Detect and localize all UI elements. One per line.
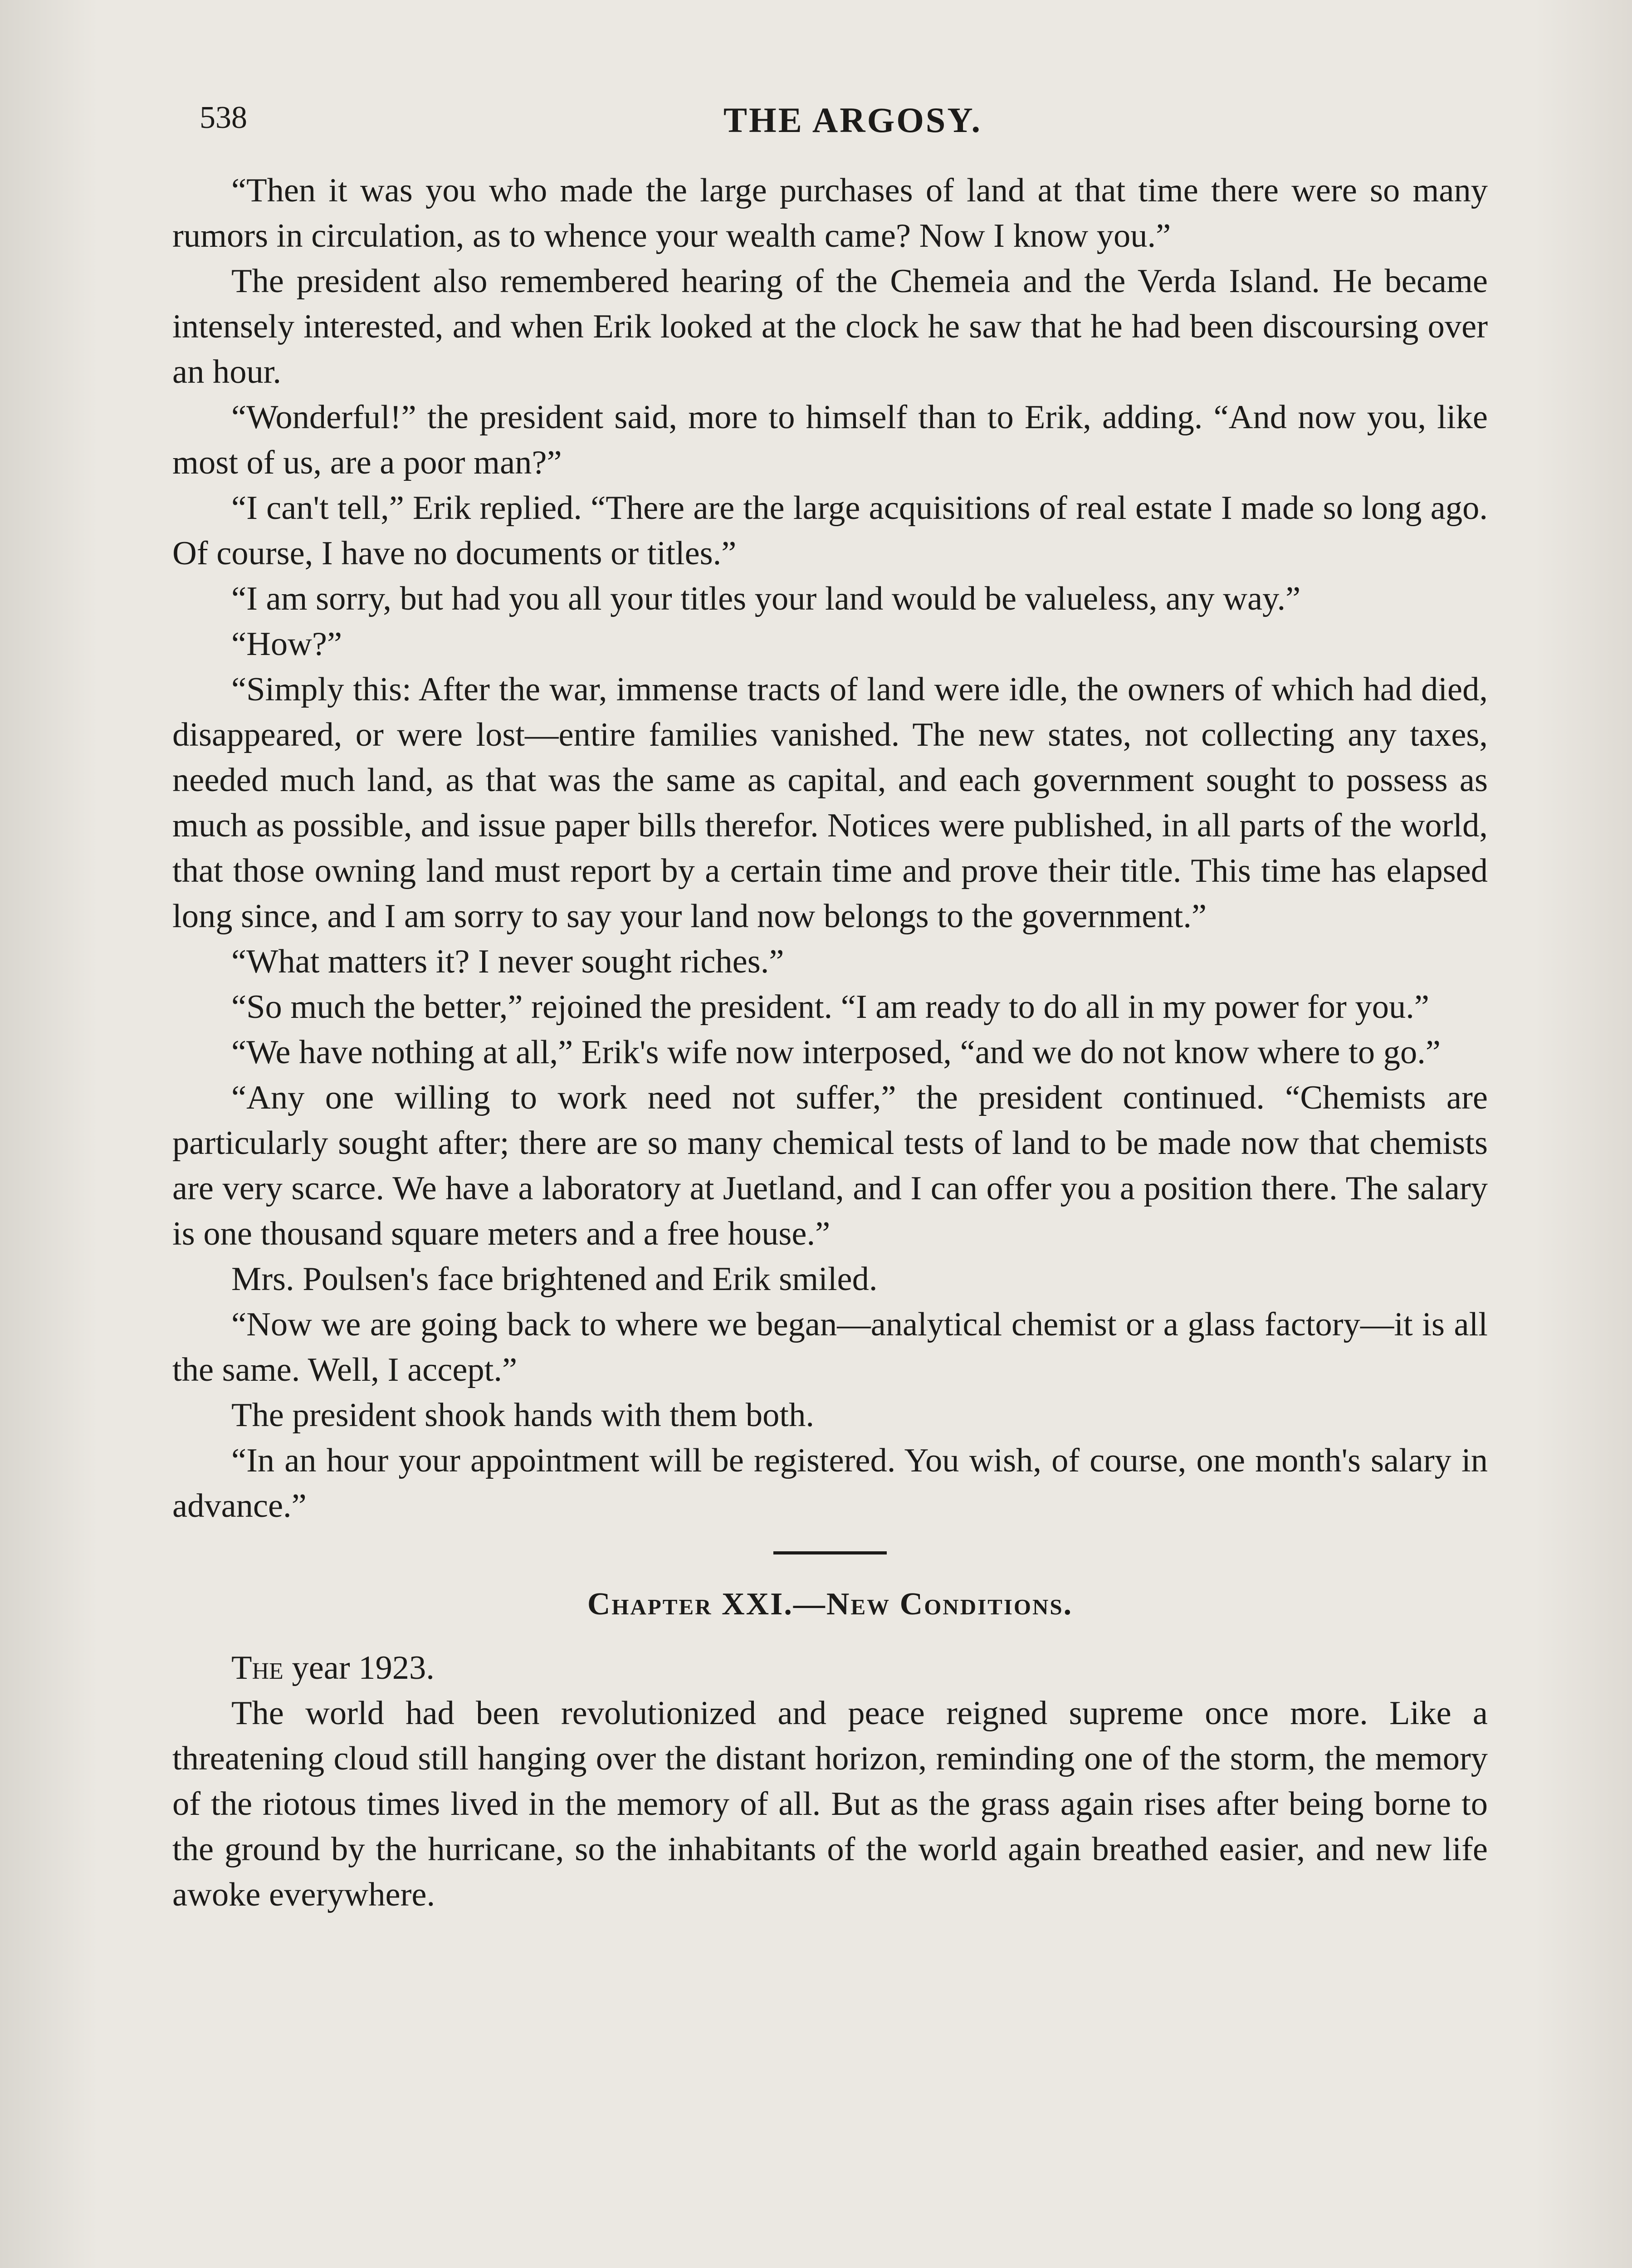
paragraph: “I am sorry, but had you all your titles your land would be valueless, any way.”	[231, 580, 1301, 617]
paragraph: “Now we are going back to where we began—analytical chemist or a glass factory—it is all the same. Well, I accept.”	[172, 1306, 1488, 1388]
paragraph: “In an hour your appointment will be registered. You wish, of course, one month's salary in advance.”	[172, 1442, 1488, 1525]
paragraph: The world had been revolutionized and peace reigned supreme once more. Like a threatening cloud still hanging over the distant horizon, reminding one of the storm, the memory of the riotous times lived in the memory of all. But as the grass again rises after being borne to the ground by the hurricane, so the inhabitants of the world again breathed easier, and new life awoke everywhere.	[172, 1695, 1488, 1913]
paragraph: Mrs. Poulsen's face brightened and Erik smiled.	[231, 1261, 878, 1298]
section-divider	[773, 1551, 887, 1554]
page-number: 538	[200, 100, 247, 135]
page-header	[200, 91, 1506, 141]
chapter-opening-line	[172, 1645, 1488, 1691]
paragraph: “How?”	[231, 626, 342, 663]
paragraph: The president shook hands with them both.	[231, 1397, 814, 1434]
paragraph: “Wonderful!” the president said, more to himself than to Erik, adding. “And now you, like most of us, are a poor man?”	[172, 399, 1488, 481]
paragraph: “What matters it? I never sought riches.”	[231, 943, 784, 980]
paragraph: “We have nothing at all,” Erik's wife now interposed, “and we do not know where to go.”	[231, 1034, 1441, 1071]
paragraph: The president also remembered hearing of the Chemeia and the Verda Island. He became intensely interested, and when Erik looked at the clock he saw that he had been discoursing over an hour.	[172, 263, 1488, 391]
chapter-opening-word: The	[231, 1649, 283, 1686]
chapter-opening-rest: year 1923.	[283, 1649, 435, 1686]
paragraph: “Simply this: After the war, immense tracts of land were idle, the owners of which had died, disappeared, or were lost—entire families vanished. The new states, not collecting any taxes, needed much land, as that was the same as capital, and each government sought to possess as much as possible, and issue paper bills therefor. Notices were published, in all parts of the world, that those owning land must report by a certain time and prove their title. This time has elapsed long since, and I am sorry to say your land now belongs to the government.”	[172, 671, 1488, 935]
chapter-heading: Chapter XXI.—New Conditions.	[587, 1587, 1073, 1622]
running-title: THE ARGOSY.	[723, 100, 982, 140]
paragraph: “Then it was you who made the large purchases of land at that time there were so many rumors in circulation, as to whence your wealth came? Now I know you.”	[172, 172, 1488, 254]
paragraph: “I can't tell,” Erik replied. “There are the large acquisitions of real estate I made so long ago. Of course, I have no documents or titles.”	[172, 489, 1488, 572]
paragraph: “So much the better,” rejoined the president. “I am ready to do all in my power for you.”	[231, 988, 1429, 1026]
paragraph: “Any one willing to work need not suffer,” the president continued. “Chemists are particularly sought after; there are so many chemical tests of land to be made now that chemists are very scarce. We have a laboratory at Juetland, and I can offer you a position there. The salary is one thousand square meters and a free house.”	[172, 1079, 1488, 1252]
body-text	[172, 168, 1488, 1917]
